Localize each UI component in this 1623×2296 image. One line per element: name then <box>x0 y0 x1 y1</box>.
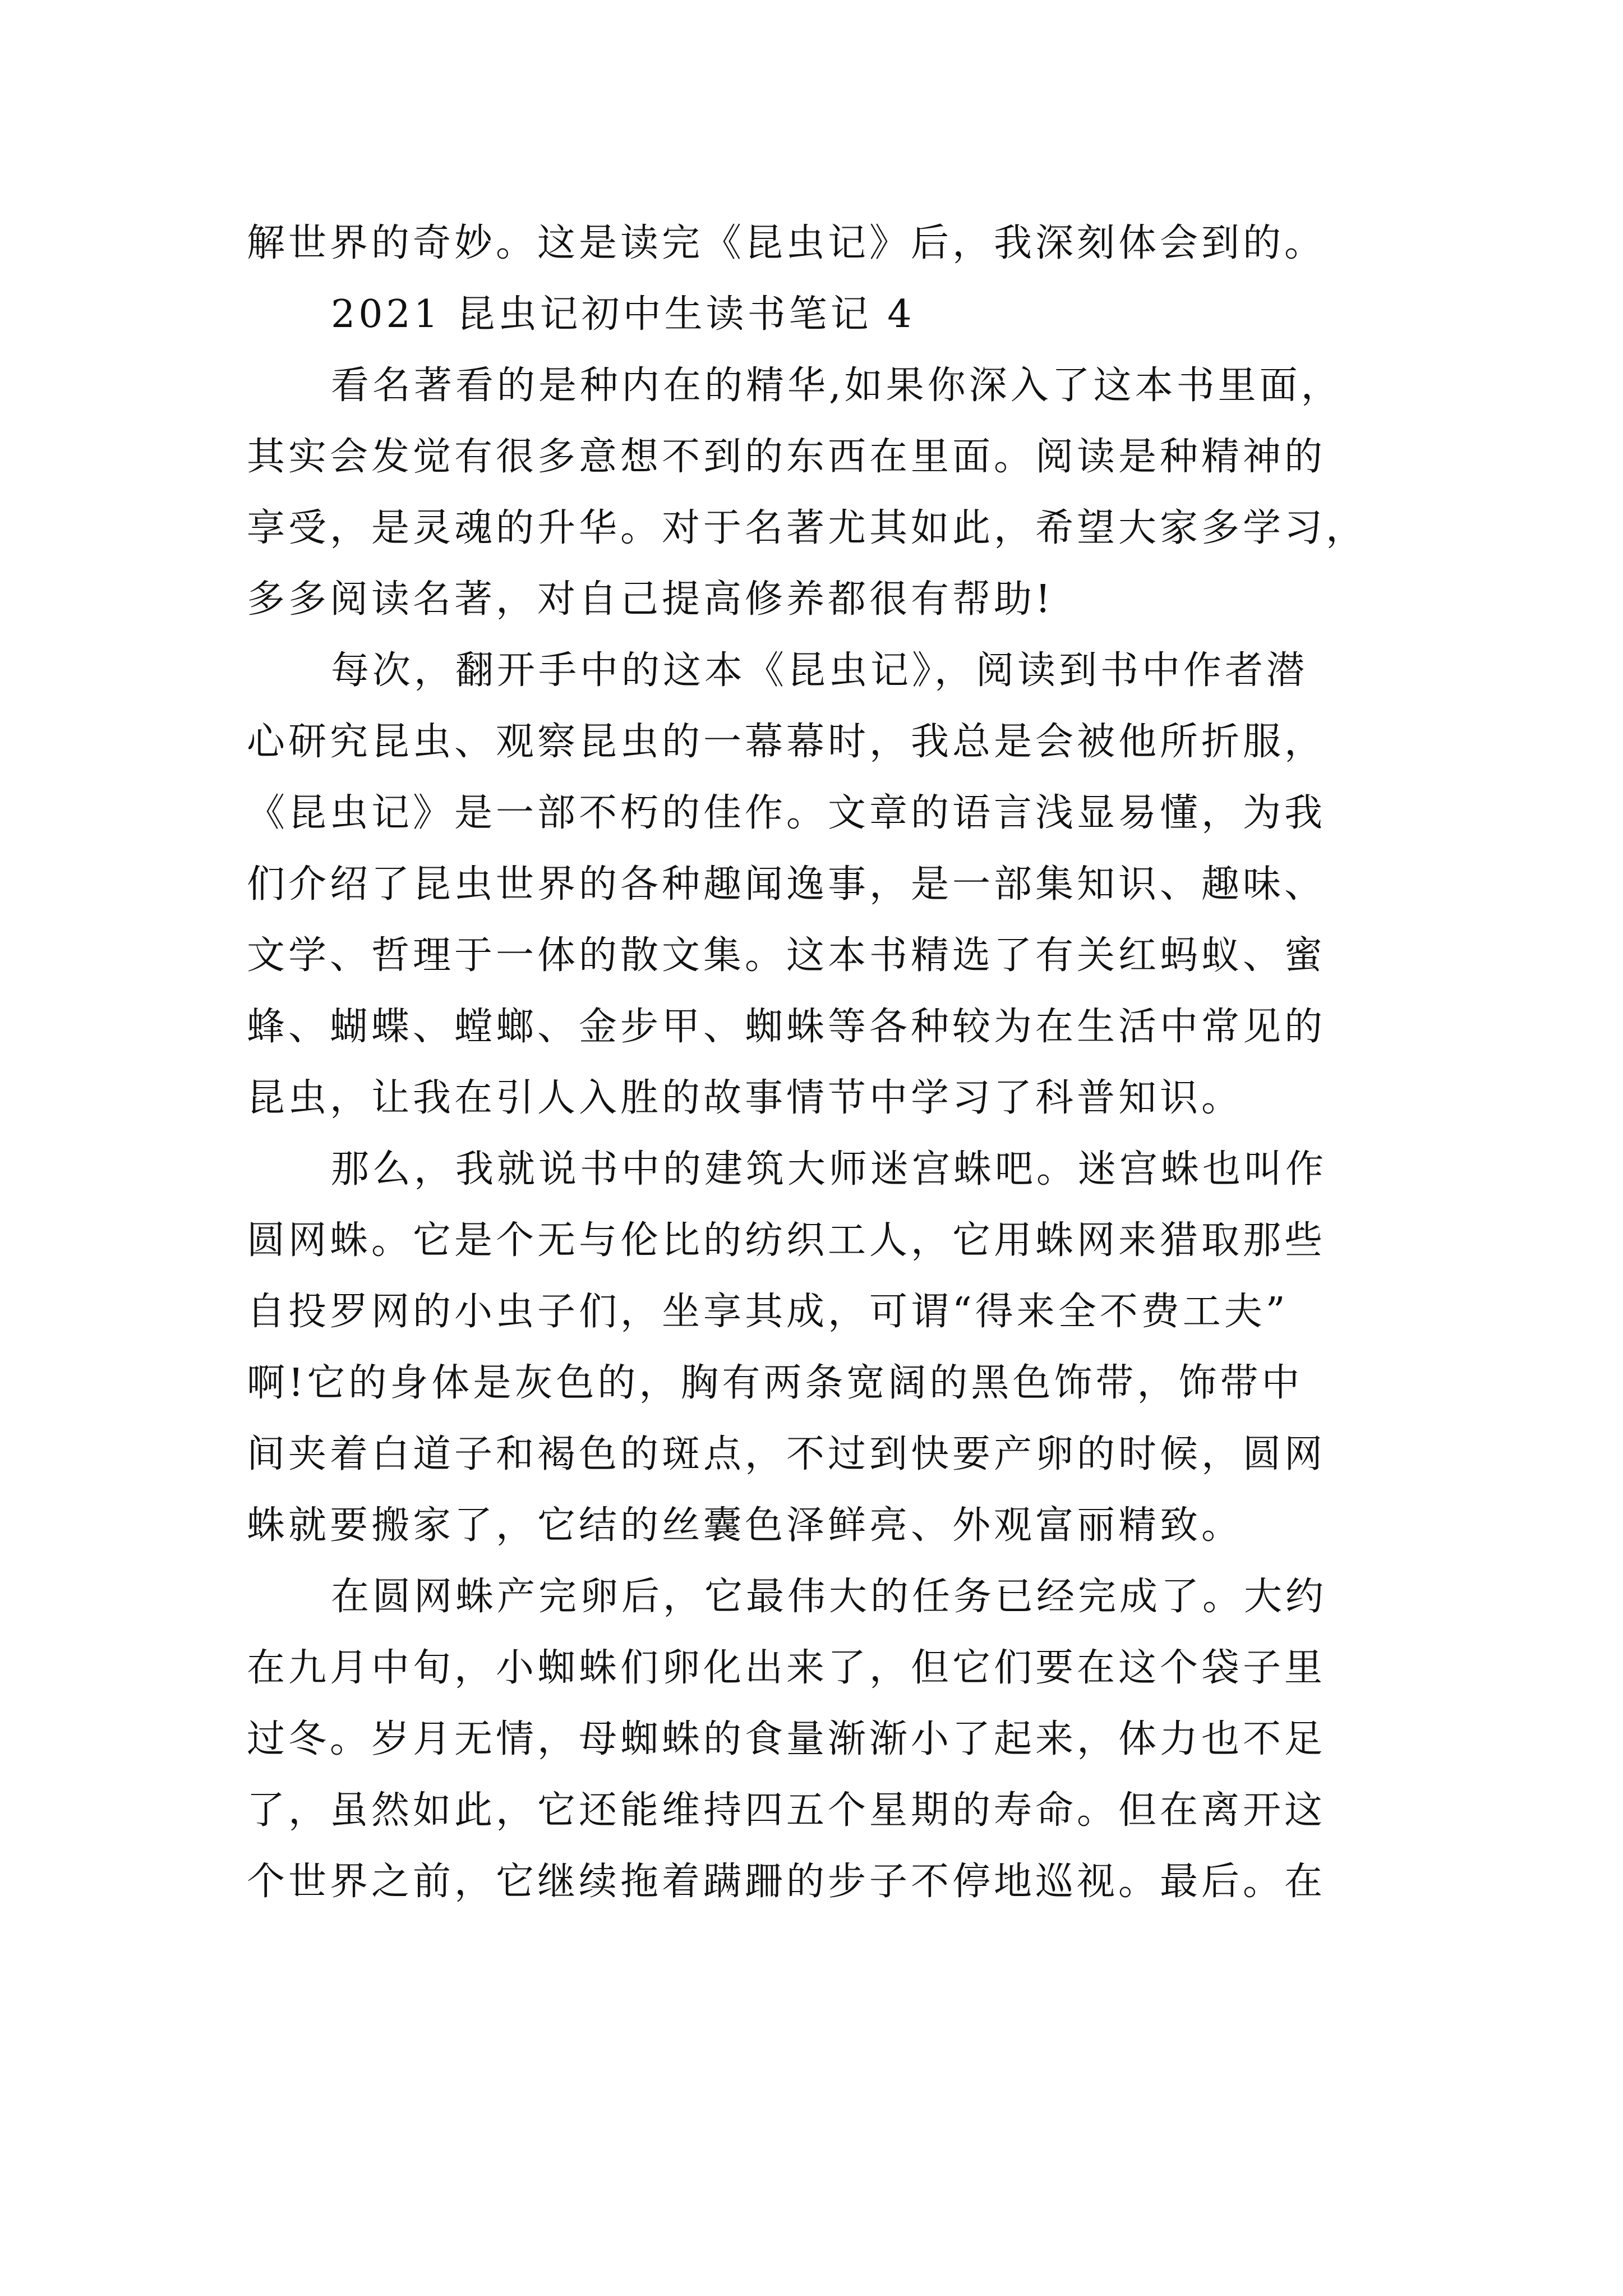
text-line: 们介绍了昆虫世界的各种趣闻逸事，是一部集知识、趣味、 <box>247 862 1326 907</box>
text-line: 蛛就要搬家了，它结的丝囊色泽鲜亮、外观富丽精致。 <box>247 1503 1243 1548</box>
text-line: 间夹着白道子和褐色的斑点，不过到快要产卵的时候，圆网 <box>247 1432 1326 1476</box>
text-line: 了，虽然如此，它还能维持四五个星期的寿命。但在离开这 <box>247 1788 1326 1833</box>
section-heading: 2021 昆虫记初中生读书笔记 4 <box>331 292 915 337</box>
text-line: 在九月中旬，小蜘蛛们卵化出来了，但它们要在这个袋子里 <box>247 1646 1326 1690</box>
paragraph-first-line: 那么，我就说书中的建筑大师迷宫蛛吧。迷宫蛛也叫作 <box>331 1147 1327 1191</box>
text-line: 多多阅读名著，对自己提高修养都很有帮助! <box>247 577 1054 622</box>
text-line: 昆虫，让我在引人入胜的故事情节中学习了科普知识。 <box>247 1076 1243 1120</box>
paragraph-first-line: 每次，翻开手中的这本《昆虫记》，阅读到书中作者潜 <box>331 648 1308 693</box>
document-body <box>247 208 1419 1917</box>
text-line: 《昆虫记》是一部不朽的佳作。文章的语言浅显易懂，为我 <box>247 791 1326 835</box>
text-line: 文学、哲理于一体的散文集。这本书精选了有关红蚂蚁、蜜 <box>247 933 1326 978</box>
text-line: 心研究昆虫、观察昆虫的一幕幕时，我总是会被他所折服， <box>247 720 1326 764</box>
text-line: 蜂、蝴蝶、螳螂、金步甲、蜘蛛等各种较为在生活中常见的 <box>247 1005 1326 1049</box>
paragraph-first-line: 在圆网蛛产完卵后，它最伟大的任务已经完成了。大约 <box>331 1575 1327 1619</box>
text-line: 啊!它的身体是灰色的，胸有两条宽阔的黑色饰带，饰带中 <box>247 1361 1303 1405</box>
text-line: 圆网蛛。它是个无与伦比的纺织工人，它用蛛网来猎取那些 <box>247 1218 1326 1263</box>
text-line: 享受，是灵魂的升华。对于名著尤其如此，希望大家多学习， <box>247 506 1368 550</box>
text-line: 个世界之前，它继续拖着蹒跚的步子不停地巡视。最后。在 <box>247 1860 1326 1904</box>
paragraph-first-line: 看名著看的是种内在的精华,如果你深入了这本书里面， <box>331 364 1343 408</box>
text-line: 自投罗网的小虫子们，坐享其成，可谓“得来全不费工夫” <box>247 1290 1289 1334</box>
text-line: 其实会发觉有很多意想不到的东西在里面。阅读是种精神的 <box>247 435 1326 479</box>
text-line: 解世界的奇妙。这是读完《昆虫记》后，我深刻体会到的。 <box>247 221 1326 265</box>
text-line: 过冬。岁月无情，母蜘蛛的食量渐渐小了起来，体力也不足 <box>247 1717 1326 1761</box>
